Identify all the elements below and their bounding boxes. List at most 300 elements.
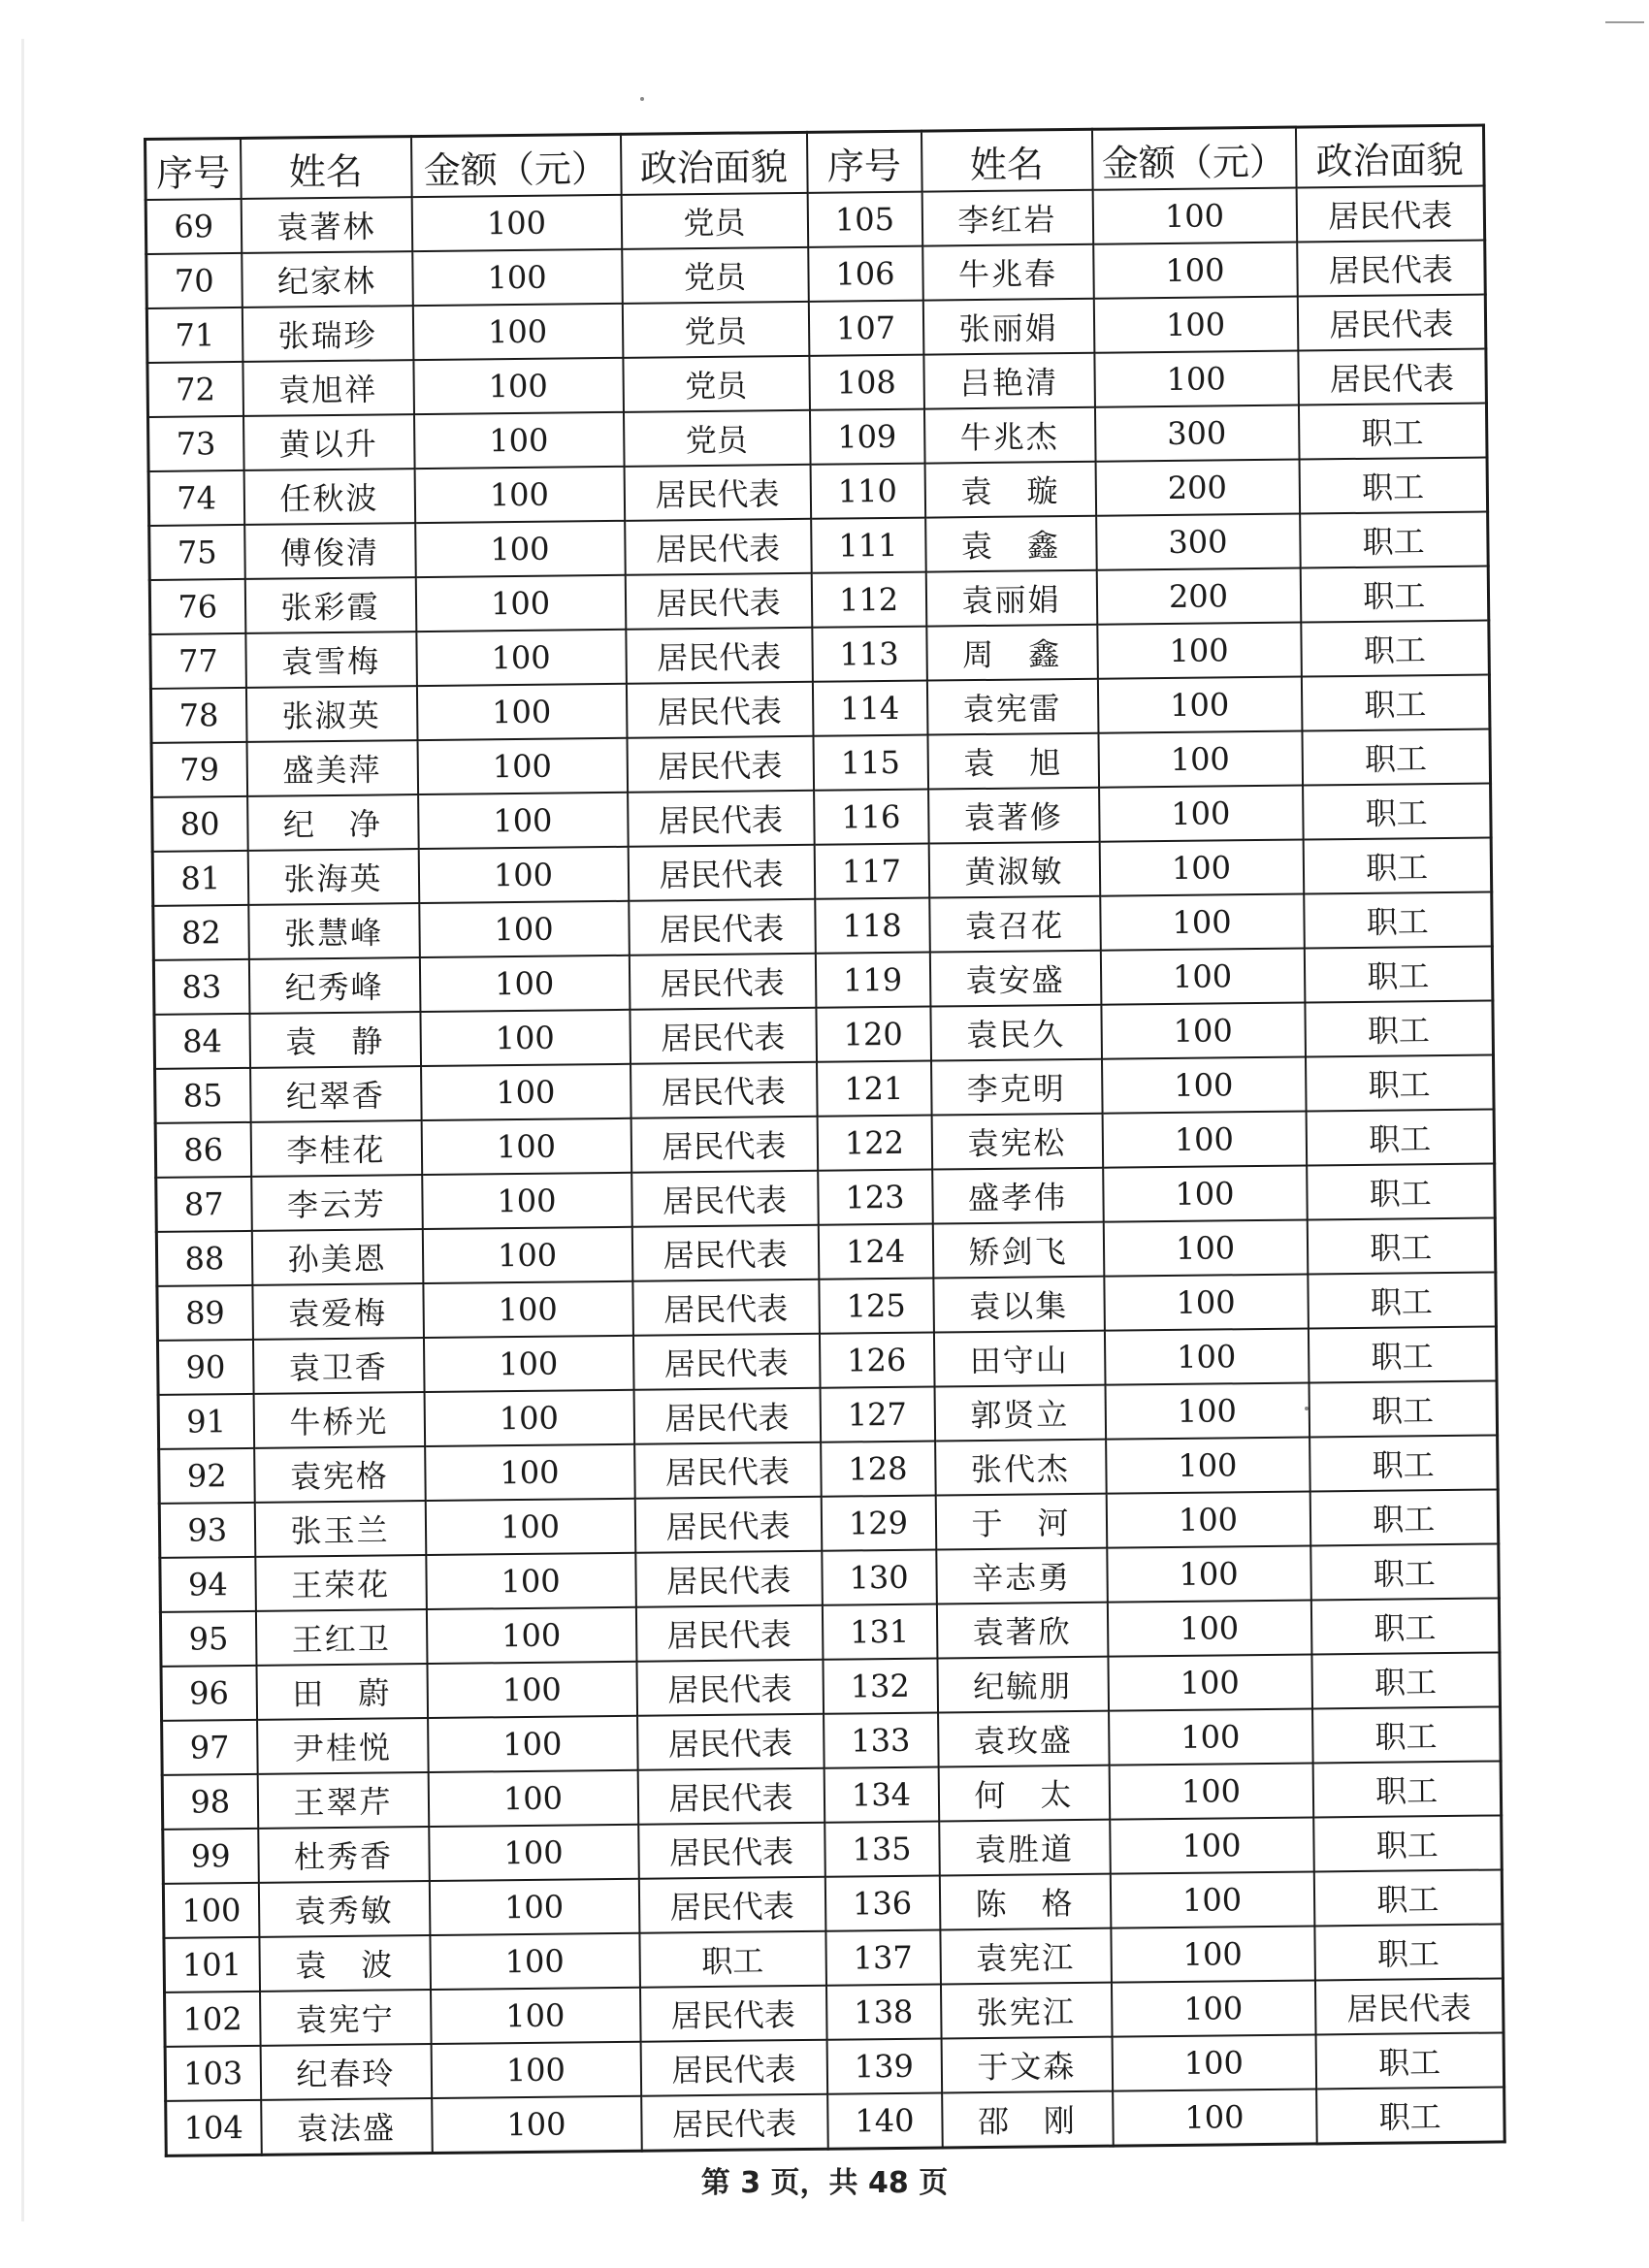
status-cell: 职工 xyxy=(1300,567,1489,623)
seq-cell: 105 xyxy=(807,192,922,247)
seq-cell: 92 xyxy=(159,1448,255,1504)
seq-cell: 134 xyxy=(824,1767,939,1823)
seq-cell: 86 xyxy=(155,1122,251,1178)
seq-cell: 76 xyxy=(149,579,245,634)
name-cell: 袁召花 xyxy=(929,896,1101,953)
name-cell: 李红岩 xyxy=(922,190,1093,246)
donation-table-container xyxy=(144,124,1503,2148)
name-cell: 纪 净 xyxy=(247,794,419,851)
name-cell: 袁 波 xyxy=(259,1935,431,1992)
status-cell: 居民代表 xyxy=(1314,1978,1504,2034)
name-cell: 纪毓朋 xyxy=(937,1657,1109,1713)
seq-cell: 137 xyxy=(825,1930,941,1986)
status-cell: 党员 xyxy=(623,356,810,412)
status-cell: 职工 xyxy=(1307,1163,1496,1219)
status-cell: 居民代表 xyxy=(630,1117,818,1173)
name-cell: 纪翠香 xyxy=(250,1066,422,1122)
status-cell: 职工 xyxy=(1307,1217,1496,1274)
seq-cell: 139 xyxy=(826,2038,942,2093)
header-amount-right: 金额（元） xyxy=(1091,127,1296,190)
seq-cell: 98 xyxy=(162,1774,258,1830)
amount-cell: 100 xyxy=(416,684,627,740)
amount-cell: 300 xyxy=(1096,514,1301,570)
amount-cell: 100 xyxy=(412,304,623,360)
header-seq-left: 序号 xyxy=(146,138,242,200)
seq-cell: 77 xyxy=(150,633,246,689)
amount-cell: 100 xyxy=(423,1281,633,1338)
amount-cell: 100 xyxy=(1104,1328,1309,1384)
status-cell: 职工 xyxy=(1310,1489,1499,1545)
seq-cell: 103 xyxy=(165,2046,261,2101)
status-cell: 居民代表 xyxy=(637,1714,824,1770)
name-cell: 王红卫 xyxy=(255,1609,427,1666)
status-cell: 职工 xyxy=(1300,512,1489,568)
amount-cell: 100 xyxy=(427,1662,637,1718)
status-cell: 职工 xyxy=(1312,1706,1502,1763)
status-cell: 居民代表 xyxy=(634,1497,822,1553)
status-cell: 职工 xyxy=(1316,2087,1505,2144)
scan-edge-mark xyxy=(1605,21,1644,23)
amount-cell: 100 xyxy=(424,1390,634,1446)
name-cell: 张宪江 xyxy=(940,1983,1112,2039)
name-cell: 张丽娟 xyxy=(922,299,1094,355)
status-cell: 居民代表 xyxy=(631,1171,819,1227)
name-cell: 袁玫盛 xyxy=(938,1711,1110,1767)
name-cell: 袁雪梅 xyxy=(245,632,417,688)
amount-cell: 100 xyxy=(429,1825,639,1881)
name-cell: 邵 刚 xyxy=(942,2091,1114,2148)
donation-table xyxy=(144,124,1506,2157)
amount-cell: 100 xyxy=(414,467,625,523)
amount-cell: 100 xyxy=(430,1933,640,1990)
name-cell: 张淑英 xyxy=(245,686,417,742)
name-cell: 张代杰 xyxy=(935,1440,1107,1496)
name-cell: 于 河 xyxy=(935,1494,1107,1550)
name-cell: 郭贤立 xyxy=(934,1385,1106,1442)
seq-cell: 97 xyxy=(162,1720,258,1775)
seq-cell: 80 xyxy=(152,796,248,852)
seq-cell: 123 xyxy=(818,1170,933,1225)
seq-cell: 112 xyxy=(811,572,926,628)
seq-cell: 108 xyxy=(809,355,924,410)
status-cell: 党员 xyxy=(623,410,810,467)
status-cell: 职工 xyxy=(1304,891,1493,948)
seq-cell: 116 xyxy=(814,790,929,845)
amount-cell: 100 xyxy=(1103,1220,1308,1277)
status-cell: 职工 xyxy=(1301,675,1490,731)
seq-cell: 133 xyxy=(824,1713,939,1768)
amount-cell: 100 xyxy=(422,1227,632,1283)
name-cell: 杜秀香 xyxy=(258,1827,430,1883)
name-cell: 袁 璇 xyxy=(924,462,1096,518)
amount-cell: 100 xyxy=(418,847,629,903)
name-cell: 李云芳 xyxy=(251,1175,423,1231)
status-cell: 居民代表 xyxy=(634,1442,822,1499)
status-cell: 职工 xyxy=(1304,946,1493,1002)
name-cell: 袁著修 xyxy=(928,788,1100,844)
status-cell: 居民代表 xyxy=(1298,349,1487,405)
name-cell: 袁宪宁 xyxy=(260,1990,432,2046)
header-name-right: 姓名 xyxy=(921,129,1092,191)
amount-cell: 100 xyxy=(1107,1600,1311,1656)
seq-cell: 84 xyxy=(154,1014,250,1069)
status-cell: 党员 xyxy=(622,247,809,304)
status-cell: 职工 xyxy=(1309,1380,1498,1437)
name-cell: 田守山 xyxy=(933,1331,1105,1387)
name-cell: 周 鑫 xyxy=(926,625,1098,681)
amount-cell: 100 xyxy=(1097,623,1302,679)
scan-shadow-edge xyxy=(21,39,24,2221)
status-cell: 职工 xyxy=(1308,1326,1497,1382)
status-cell: 职工 xyxy=(1310,1435,1499,1491)
status-cell: 居民代表 xyxy=(637,1768,824,1825)
status-cell: 居民代表 xyxy=(638,1877,825,1933)
name-cell: 尹桂悦 xyxy=(257,1718,429,1774)
amount-cell: 100 xyxy=(1100,949,1305,1005)
amount-cell: 100 xyxy=(1103,1166,1308,1222)
name-cell: 于文森 xyxy=(941,2037,1113,2093)
amount-cell: 100 xyxy=(1109,1708,1313,1765)
seq-cell: 129 xyxy=(821,1496,936,1551)
name-cell: 张彩霞 xyxy=(244,577,416,633)
status-cell: 居民代表 xyxy=(630,1062,818,1118)
seq-cell: 119 xyxy=(815,953,930,1008)
amount-cell: 100 xyxy=(431,2042,641,2098)
name-cell: 袁著欣 xyxy=(936,1603,1108,1659)
seq-cell: 89 xyxy=(157,1285,253,1341)
amount-cell: 100 xyxy=(419,956,630,1012)
header-amount-left: 金额（元） xyxy=(411,134,622,197)
amount-cell: 100 xyxy=(1110,1871,1314,1928)
name-cell: 纪春玲 xyxy=(260,2044,432,2100)
seq-cell: 82 xyxy=(153,905,249,960)
name-cell: 吕艳清 xyxy=(923,353,1095,409)
seq-cell: 135 xyxy=(824,1822,940,1877)
name-cell: 陈 格 xyxy=(939,1874,1111,1930)
status-cell: 居民代表 xyxy=(633,1388,821,1444)
seq-cell: 104 xyxy=(166,2100,262,2156)
seq-cell: 79 xyxy=(151,742,247,797)
name-cell: 袁爱梅 xyxy=(252,1283,424,1340)
amount-cell: 100 xyxy=(1094,351,1299,407)
name-cell: 袁旭祥 xyxy=(242,360,414,416)
seq-cell: 110 xyxy=(810,464,925,519)
name-cell: 袁法盛 xyxy=(261,2098,433,2155)
seq-cell: 107 xyxy=(808,301,923,356)
name-cell: 袁 静 xyxy=(249,1012,421,1068)
amount-cell: 100 xyxy=(416,630,627,686)
status-cell: 居民代表 xyxy=(628,845,815,901)
amount-cell: 100 xyxy=(423,1336,633,1392)
amount-cell: 100 xyxy=(1105,1382,1310,1439)
seq-cell: 127 xyxy=(820,1387,935,1442)
header-status-left: 政治面貌 xyxy=(620,132,807,195)
name-cell: 王荣花 xyxy=(255,1555,427,1611)
name-cell: 黄以升 xyxy=(243,414,415,470)
status-cell: 居民代表 xyxy=(639,1986,826,2042)
seq-cell: 140 xyxy=(827,2092,943,2149)
name-cell: 袁以集 xyxy=(933,1277,1105,1333)
amount-cell: 200 xyxy=(1095,460,1300,516)
amount-cell: 100 xyxy=(421,1064,631,1120)
header-seq-right: 序号 xyxy=(806,131,922,193)
name-cell: 纪秀峰 xyxy=(248,957,420,1014)
seq-cell: 124 xyxy=(818,1224,933,1280)
amount-cell: 100 xyxy=(1111,1926,1315,1982)
amount-cell: 100 xyxy=(1099,840,1304,896)
name-cell: 袁安盛 xyxy=(929,951,1101,1007)
seq-cell: 113 xyxy=(812,627,927,682)
seq-cell: 87 xyxy=(156,1177,252,1232)
status-cell: 职工 xyxy=(1310,1598,1500,1654)
seq-cell: 74 xyxy=(148,470,244,526)
amount-cell: 100 xyxy=(426,1553,636,1609)
seq-cell: 117 xyxy=(814,844,929,899)
status-cell: 居民代表 xyxy=(624,465,811,521)
amount-cell: 100 xyxy=(1097,677,1302,733)
status-cell: 职工 xyxy=(639,1931,826,1988)
status-cell: 职工 xyxy=(1305,1000,1494,1056)
status-cell: 居民代表 xyxy=(625,519,812,575)
seq-cell: 88 xyxy=(156,1231,252,1286)
amount-cell: 100 xyxy=(419,901,630,957)
name-cell: 任秋波 xyxy=(243,469,415,525)
seq-cell: 101 xyxy=(164,1937,260,1993)
amount-cell: 100 xyxy=(1111,1980,1315,2036)
name-cell: 孙美恩 xyxy=(251,1229,423,1285)
amount-cell: 100 xyxy=(1106,1491,1310,1547)
amount-cell: 100 xyxy=(411,195,622,251)
amount-cell: 100 xyxy=(431,1988,641,2044)
seq-cell: 93 xyxy=(159,1503,255,1558)
amount-cell: 100 xyxy=(1107,1545,1311,1602)
status-cell: 居民代表 xyxy=(629,899,816,956)
name-cell: 袁宪雷 xyxy=(926,679,1098,735)
seq-cell: 102 xyxy=(165,1992,261,2047)
name-cell: 袁宪格 xyxy=(254,1446,426,1503)
amount-cell: 100 xyxy=(429,1879,639,1935)
seq-cell: 100 xyxy=(163,1883,259,1938)
amount-cell: 100 xyxy=(414,412,625,469)
name-cell: 袁胜道 xyxy=(939,1820,1111,1876)
amount-cell: 100 xyxy=(426,1607,636,1664)
name-cell: 盛美萍 xyxy=(246,740,418,796)
status-cell: 职工 xyxy=(1313,1815,1503,1871)
status-cell: 居民代表 xyxy=(627,736,814,793)
amount-cell: 100 xyxy=(1101,1057,1306,1114)
status-cell: 居民代表 xyxy=(625,573,812,630)
status-cell: 居民代表 xyxy=(640,2040,827,2096)
name-cell: 张慧峰 xyxy=(248,903,420,959)
name-cell: 袁卫香 xyxy=(252,1338,424,1394)
status-cell: 职工 xyxy=(1313,1869,1503,1926)
name-cell: 袁宪江 xyxy=(940,1928,1112,1985)
name-cell: 袁 鑫 xyxy=(925,516,1097,572)
seq-cell: 128 xyxy=(821,1442,936,1497)
status-cell: 职工 xyxy=(1311,1652,1501,1708)
amount-cell: 300 xyxy=(1094,405,1299,462)
amount-cell: 100 xyxy=(422,1173,632,1229)
seq-cell: 136 xyxy=(824,1876,940,1931)
page-number: 第 3 页，共 48 页 xyxy=(700,2166,949,2200)
amount-cell: 100 xyxy=(1100,894,1305,951)
amount-cell: 100 xyxy=(415,575,626,632)
amount-cell: 100 xyxy=(415,521,626,577)
name-cell: 黄淑敏 xyxy=(928,842,1100,898)
amount-cell: 100 xyxy=(432,2096,642,2154)
name-cell: 张海英 xyxy=(247,849,419,905)
seq-cell: 72 xyxy=(147,362,243,417)
seq-cell: 138 xyxy=(825,1985,941,2040)
seq-cell: 131 xyxy=(822,1604,937,1660)
status-cell: 职工 xyxy=(1312,1761,1502,1817)
seq-cell: 120 xyxy=(816,1007,931,1062)
name-cell: 张瑞珍 xyxy=(242,306,413,362)
seq-cell: 109 xyxy=(809,409,924,465)
seq-cell: 85 xyxy=(155,1068,251,1123)
amount-cell: 100 xyxy=(1099,786,1304,842)
status-cell: 职工 xyxy=(1299,458,1488,514)
seq-cell: 78 xyxy=(150,688,246,743)
amount-cell: 100 xyxy=(1098,731,1303,788)
name-cell: 牛兆杰 xyxy=(923,407,1095,464)
status-cell: 居民代表 xyxy=(1297,295,1486,351)
status-cell: 居民代表 xyxy=(638,1823,825,1879)
amount-cell: 100 xyxy=(1093,243,1298,299)
status-cell: 居民代表 xyxy=(628,791,815,847)
name-cell: 袁秀敏 xyxy=(258,1881,430,1937)
amount-cell: 100 xyxy=(1101,1003,1306,1059)
amount-cell: 100 xyxy=(1102,1112,1307,1168)
status-cell: 居民代表 xyxy=(1296,186,1485,243)
name-cell: 袁著林 xyxy=(241,197,412,253)
status-cell: 职工 xyxy=(1303,783,1492,839)
seq-cell: 90 xyxy=(157,1340,253,1395)
amount-cell: 100 xyxy=(1113,2089,1317,2146)
name-cell: 矫剑飞 xyxy=(932,1222,1104,1279)
seq-cell: 115 xyxy=(813,735,928,791)
seq-cell: 95 xyxy=(160,1611,256,1667)
status-cell: 党员 xyxy=(621,193,808,249)
status-cell: 职工 xyxy=(1303,837,1492,893)
seq-cell: 121 xyxy=(817,1061,932,1117)
status-cell: 居民代表 xyxy=(629,954,816,1010)
scan-speck xyxy=(640,97,644,101)
status-cell: 职工 xyxy=(1314,1924,1504,1980)
seq-cell: 114 xyxy=(812,681,927,736)
header-status-right: 政治面貌 xyxy=(1295,125,1484,188)
name-cell: 傅俊清 xyxy=(244,523,416,579)
amount-cell: 100 xyxy=(412,249,623,306)
name-cell: 牛桥光 xyxy=(253,1392,425,1448)
status-cell: 职工 xyxy=(1308,1272,1497,1328)
seq-cell: 106 xyxy=(808,246,923,302)
amount-cell: 100 xyxy=(1109,1763,1313,1819)
status-cell: 职工 xyxy=(1310,1543,1500,1600)
status-cell: 居民代表 xyxy=(632,1334,820,1390)
amount-cell: 100 xyxy=(428,1770,638,1827)
seq-cell: 75 xyxy=(149,525,245,580)
seq-cell: 96 xyxy=(161,1666,257,1721)
seq-cell: 69 xyxy=(146,199,242,254)
amount-cell: 100 xyxy=(1110,1817,1314,1873)
amount-cell: 100 xyxy=(1108,1654,1312,1710)
amount-cell: 100 xyxy=(425,1499,635,1555)
seq-cell: 122 xyxy=(817,1116,932,1171)
seq-cell: 126 xyxy=(819,1333,934,1388)
amount-cell: 100 xyxy=(421,1118,631,1175)
amount-cell: 100 xyxy=(418,793,629,849)
name-cell: 袁民久 xyxy=(930,1005,1102,1061)
name-cell: 袁丽娟 xyxy=(925,570,1097,627)
amount-cell: 100 xyxy=(417,738,628,794)
seq-cell: 99 xyxy=(163,1829,259,1884)
table-body xyxy=(146,186,1504,2156)
status-cell: 职工 xyxy=(1315,2032,1504,2089)
seq-cell: 125 xyxy=(819,1279,934,1334)
amount-cell: 100 xyxy=(1092,188,1297,244)
status-cell: 居民代表 xyxy=(631,1225,819,1281)
status-cell: 职工 xyxy=(1298,404,1487,460)
name-cell: 张玉兰 xyxy=(254,1501,426,1557)
status-cell: 居民代表 xyxy=(626,628,813,684)
status-cell: 职工 xyxy=(1301,621,1490,677)
name-cell: 袁 旭 xyxy=(927,733,1099,790)
status-cell: 居民代表 xyxy=(635,1551,823,1607)
name-cell: 纪家林 xyxy=(242,251,413,308)
amount-cell: 100 xyxy=(420,1010,630,1066)
name-cell: 牛兆春 xyxy=(922,244,1094,301)
name-cell: 何 太 xyxy=(938,1766,1110,1822)
seq-cell: 118 xyxy=(815,898,930,954)
status-cell: 党员 xyxy=(622,302,809,358)
status-cell: 居民代表 xyxy=(635,1605,823,1662)
status-cell: 职工 xyxy=(1305,1054,1494,1111)
seq-cell: 111 xyxy=(811,518,926,573)
amount-cell: 100 xyxy=(413,358,624,414)
status-cell: 居民代表 xyxy=(636,1660,824,1716)
name-cell: 李克明 xyxy=(931,1059,1103,1116)
status-cell: 居民代表 xyxy=(641,2094,828,2152)
seq-cell: 81 xyxy=(152,851,248,906)
amount-cell: 100 xyxy=(1112,2034,1316,2090)
amount-cell: 100 xyxy=(428,1716,638,1772)
status-cell: 居民代表 xyxy=(1297,241,1486,297)
name-cell: 王翠芹 xyxy=(257,1772,429,1829)
status-cell: 居民代表 xyxy=(626,682,813,738)
name-cell: 田 蔚 xyxy=(256,1664,428,1720)
status-cell: 职工 xyxy=(1302,729,1491,785)
seq-cell: 70 xyxy=(146,253,242,308)
status-cell: 职工 xyxy=(1306,1109,1495,1165)
seq-cell: 132 xyxy=(823,1659,938,1714)
status-cell: 居民代表 xyxy=(630,1008,817,1064)
seq-cell: 130 xyxy=(822,1550,937,1605)
name-cell: 辛志勇 xyxy=(936,1548,1108,1604)
seq-cell: 91 xyxy=(158,1394,254,1449)
seq-cell: 94 xyxy=(160,1557,256,1612)
status-cell: 居民代表 xyxy=(632,1280,820,1336)
amount-cell: 200 xyxy=(1096,568,1301,625)
name-cell: 李桂花 xyxy=(250,1120,422,1177)
seq-cell: 73 xyxy=(148,416,244,471)
amount-cell: 100 xyxy=(1106,1437,1310,1493)
seq-cell: 71 xyxy=(146,308,242,363)
amount-cell: 100 xyxy=(425,1444,635,1501)
name-cell: 盛孝伟 xyxy=(932,1168,1104,1224)
header-name-left: 姓名 xyxy=(241,137,412,199)
amount-cell: 100 xyxy=(1093,297,1298,353)
